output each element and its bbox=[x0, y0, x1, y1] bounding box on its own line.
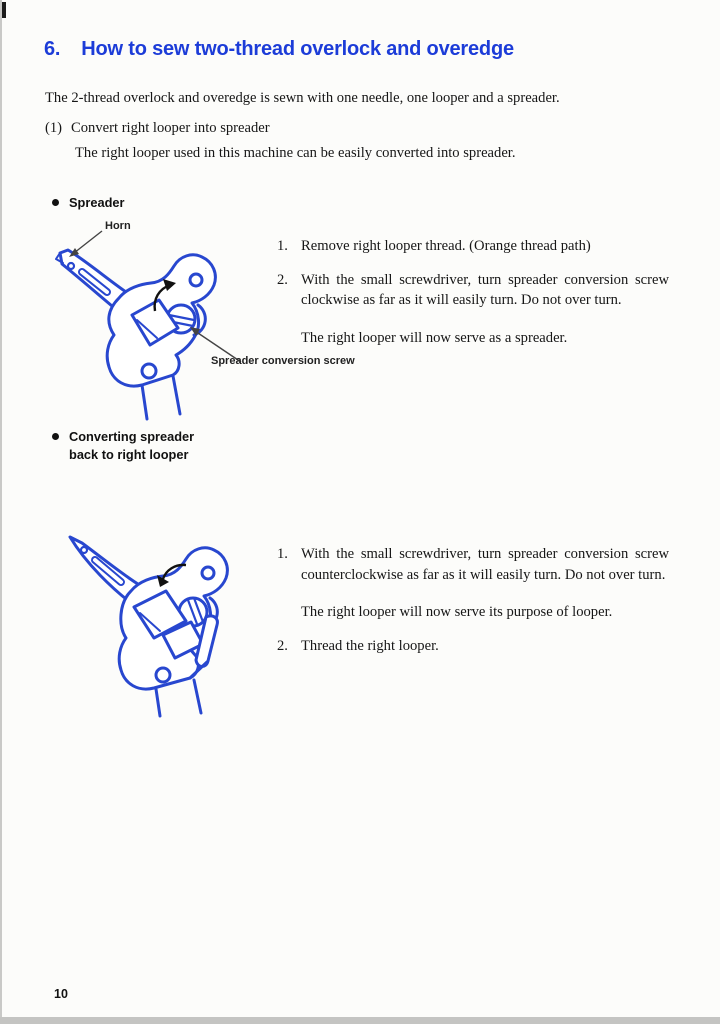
step-text: Remove right looper thread. (Orange thread path) bbox=[301, 238, 591, 254]
looper-diagram-drawing bbox=[55, 523, 265, 718]
scan-artifact-left-edge bbox=[0, 0, 2, 1024]
looper-diagram bbox=[55, 523, 265, 718]
converting-heading-line2: back to right looper bbox=[69, 447, 189, 462]
spreader-steps bbox=[277, 236, 669, 361]
step-text: With the small screwdriver, turn spreader conversion screw counterclockwise as far as it will easily turn. Do not over turn. bbox=[301, 546, 669, 583]
page-number: 10 bbox=[54, 987, 68, 1001]
converting-heading-label bbox=[69, 428, 194, 464]
subsection-number: (1) bbox=[45, 120, 63, 136]
step-text: With the small screwdriver, turn spreader conversion screw clockwise as far as it will easily turn. Do not over turn. bbox=[301, 271, 669, 308]
step-row bbox=[277, 544, 669, 585]
step-number: 2. bbox=[277, 637, 288, 654]
intro-paragraph: The 2-thread overlock and overedge is sewn with one needle, one looper and a spreader. bbox=[45, 90, 560, 106]
spreader-heading bbox=[52, 194, 124, 212]
subsection-title: Convert right looper into spreader bbox=[71, 120, 270, 136]
subsection-heading bbox=[45, 118, 270, 138]
step-text: Thread the right looper. bbox=[301, 637, 439, 654]
step-row bbox=[277, 236, 669, 257]
bullet-icon bbox=[52, 433, 59, 440]
scan-artifact-bottom-band bbox=[0, 1017, 720, 1024]
step-row bbox=[277, 636, 669, 657]
horn-leader-line bbox=[69, 231, 102, 257]
step-row bbox=[277, 270, 669, 311]
step-number: 1. bbox=[277, 546, 288, 562]
converting-heading-line1: Converting spreader bbox=[69, 429, 195, 444]
page-title bbox=[44, 36, 514, 62]
subsection-text: The right looper used in this machine can be easily converted into spreader. bbox=[75, 145, 516, 161]
chapter-title: How to sew two-thread overlock and overedge bbox=[81, 38, 514, 60]
horn-label: Horn bbox=[105, 220, 131, 232]
bullet-icon bbox=[52, 199, 59, 206]
converting-steps bbox=[277, 544, 669, 669]
chapter-number: 6. bbox=[44, 38, 61, 60]
result-note: The right looper will now serve as a spreader. bbox=[301, 329, 568, 346]
result-note: The right looper will now serve its purpose of looper. bbox=[301, 604, 613, 620]
spreader-conversion-screw-label: Spreader conversion screw bbox=[211, 355, 355, 367]
converting-heading bbox=[52, 428, 194, 464]
spreader-heading-label: Spreader bbox=[69, 195, 125, 210]
step-number: 2. bbox=[277, 271, 288, 288]
step-number: 1. bbox=[277, 238, 288, 254]
